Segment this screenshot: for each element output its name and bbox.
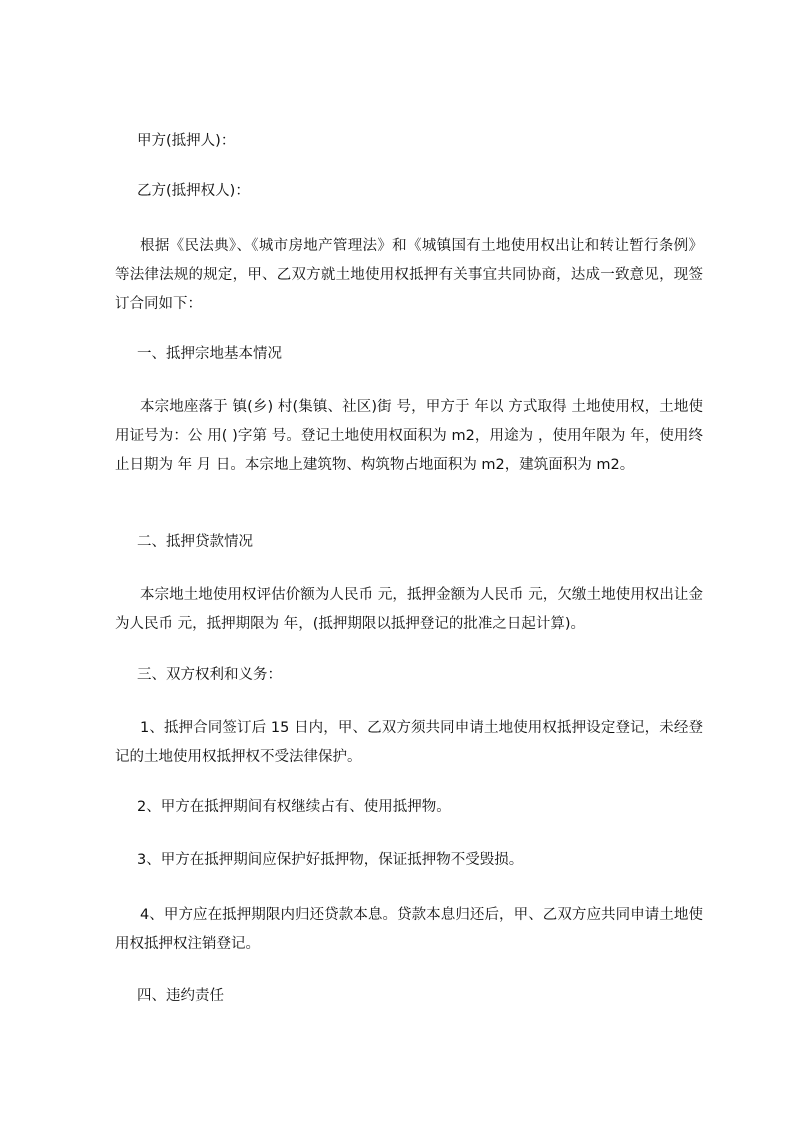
party-a-line: 甲方(抵押人)： (137, 133, 236, 149)
land-info-paragraph: 本宗地座落于 镇(乡) 村(集镇、社区)街 号，甲方于 年以 方式取得 土地使用权，土地使用证号为：公 用( )字第 号。登记土地使用权面积为 m2，用途为 ，使用年限为 年，使用终止日期为 年 月 日。本宗地上建筑物、构筑物占地面积为 m2，建筑面积为 m2。 (115, 399, 703, 473)
preamble-paragraph: 根据《民法典》、《城市房地产管理法》和《城镇国有土地使用权出让和转让暂行条例》等法律法规的规定，甲、乙双方就土地使用权抵押有关事宜共同协商，达成一致意见，现签订合同如下： (115, 238, 703, 312)
clause-3-paragraph: 3、甲方在抵押期间应保护好抵押物，保证抵押物不受毁损。 (137, 852, 524, 868)
section-heading-3: 三、双方权利和义务： (137, 667, 282, 683)
party-b-line: 乙方(抵押权人)： (137, 183, 250, 199)
section-heading-4: 四、违约责任 (137, 988, 224, 1004)
clause-1-paragraph: 1、抵押合同签订后 15 日内，甲、乙双方须共同申请土地使用权抵押设定登记，未经登记的土地使用权抵押权不受法律保护。 (115, 720, 703, 765)
section-heading-1: 一、抵押宗地基本情况 (137, 346, 282, 362)
clause-4-paragraph: 4、甲方应在抵押期限内归还贷款本息。贷款本息归还后，甲、乙双方应共同申请土地使用权抵押权注销登记。 (115, 907, 703, 952)
clause-2-paragraph: 2、甲方在抵押期间有权继续占有、使用抵押物。 (137, 799, 451, 815)
section-heading-2: 二、抵押贷款情况 (137, 534, 253, 550)
loan-info-paragraph: 本宗地土地使用权评估价额为人民币 元，抵押金额为人民币 元，欠缴土地使用权出让金为人民币 元，抵押期限为 年，(抵押期限以抵押登记的批准之日起计算)。 (115, 587, 703, 632)
